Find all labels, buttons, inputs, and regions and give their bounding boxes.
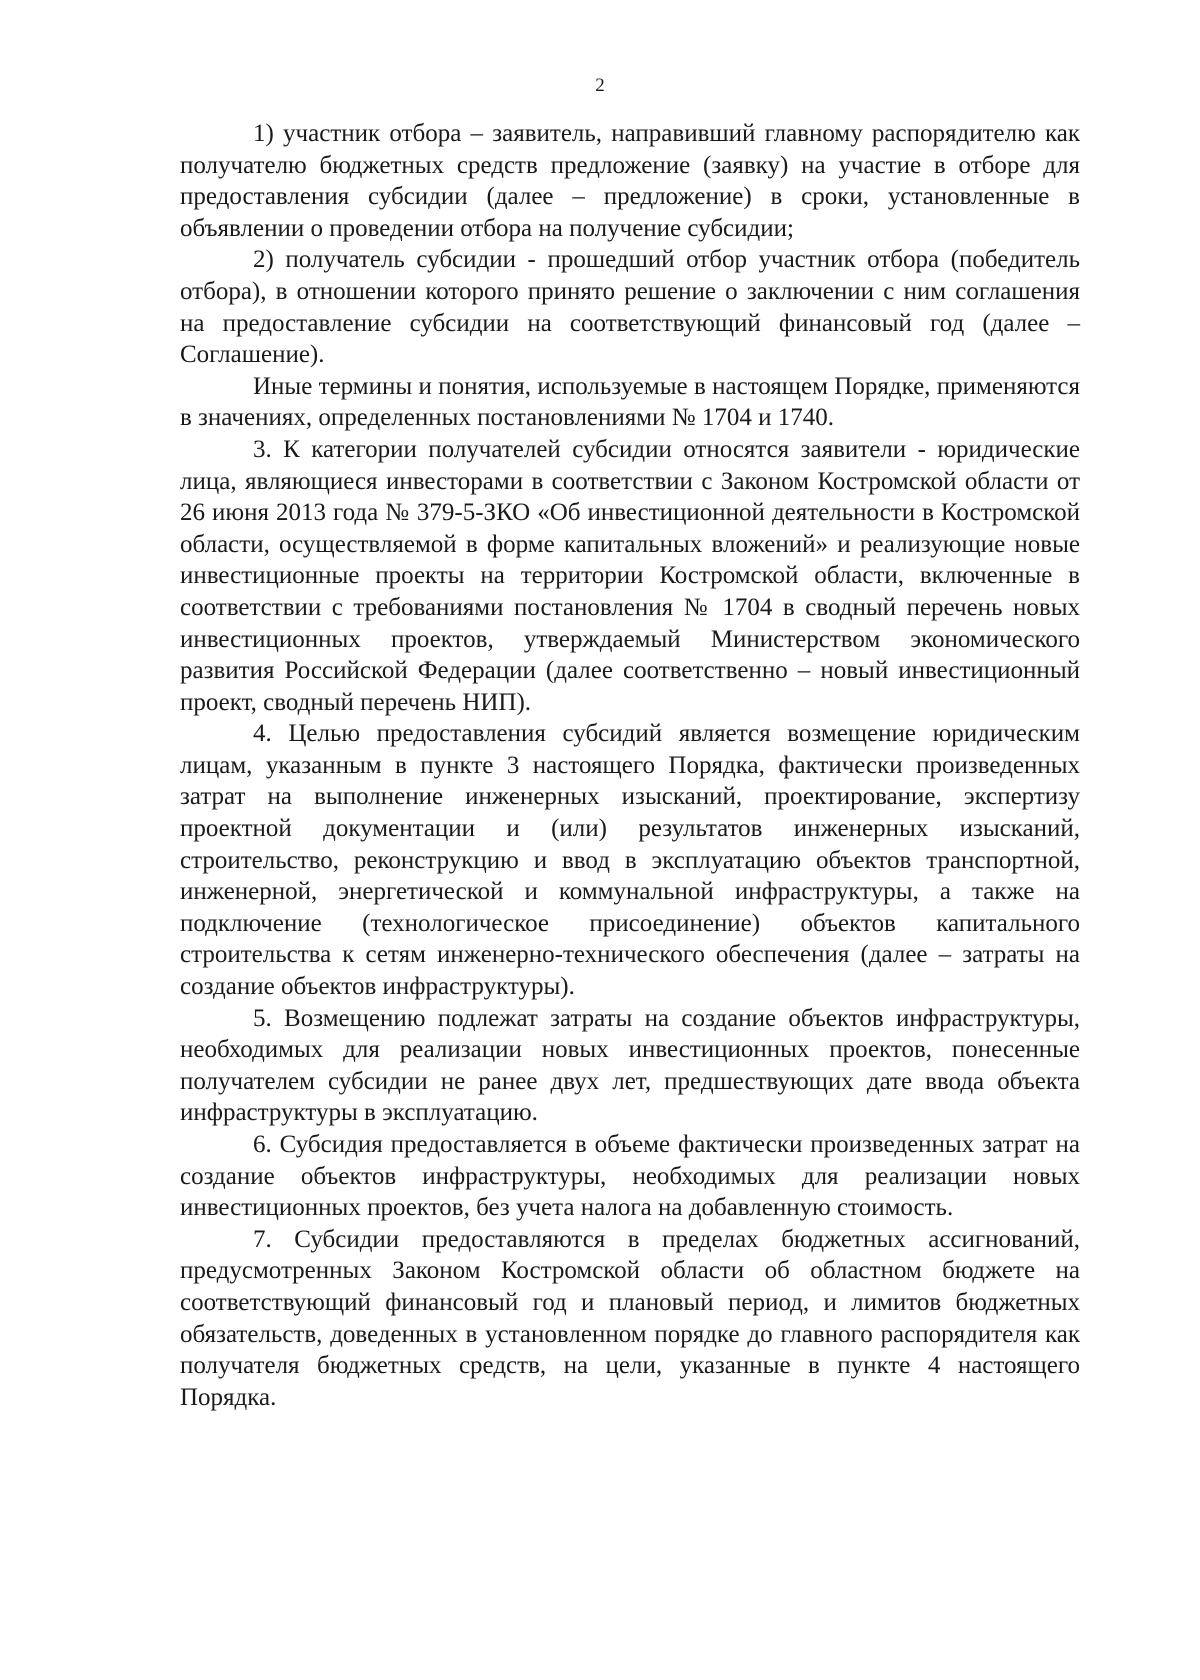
paragraph-definition-recipient: 2) получатель субсидии - прошедший отбор участник отбора (победитель отбора), в отношении которого принято решение о заключении с ним соглашения на предоставление субсидии на соответствующий финансовый год (далее – Соглашение). [180, 246, 1080, 369]
page-number: 2 [595, 75, 605, 96]
document-body [180, 118, 1080, 1413]
paragraph-item-4-subsidy-purpose: 4. Целью предоставления субсидий является возмещение юридическим лицам, указанным в пункте 3 настоящего Порядка, фактически произведенных затрат на выполнение инженерных изысканий, проектирование, экспертизу проектной документации и (или) результатов инженерных изысканий, строительство, реконструкцию и ввод в эксплуатацию объектов транспортной, инженерной, энергетической и коммунальной инфраструктуры, а также на подключение (технологическое присоединение) объектов капитального строительства к сетям инженерно-технического обеспечения (далее – затраты на создание объектов инфраструктуры). [180, 720, 1080, 1001]
paragraph-item-7-budget-limits: 7. Субсидии предоставляются в пределах бюджетных ассигнований, предусмотренных Законом Костромской области об областном бюджете на соответствующий финансовый год и плановый период, и лимитов бюджетных обязательств, доведенных в установленном порядке до главного распорядителя как получателя бюджетных средств, на цели, указанные в пункте 4 настоящего Порядка. [180, 1225, 1080, 1411]
paragraph-item-6-subsidy-amount: 6. Субсидия предоставляется в объеме фактически произведенных затрат на создание объектов инфраструктуры, необходимых для реализации новых инвестиционных проектов, без учета налога на добавленную стоимость. [180, 1131, 1080, 1222]
paragraph-definition-participant: 1) участник отбора – заявитель, направивший главному распорядителю как получателю бюджетных средств предложение (заявку) на участие в отборе для предоставления субсидии (далее – предложение) в сроки, установленные в объявлении о проведении отбора на получение субсидии; [180, 120, 1080, 242]
paragraph-item-3-recipient-category: 3. К категории получателей субсидии относятся заявители - юридические лица, являющиеся инвесторами в соответствии с Законом Костромской области от 26 июня 2013 года № 379-5-ЗКО «Об инвестиционной деятельности в Костромской области, осуществляемой в форме капитальных вложений» и реализующие новые инвестиционные проекты на территории Костромской области, включенные в соответствии с требованиями постановления № 1704 в сводный перечень новых инвестиционных проектов, утверждаемый Министерством экономического развития Российской Федерации (далее соответственно – новый инвестиционный проект, сводный перечень НИП). [180, 435, 1080, 716]
paragraph-item-5-reimbursable-costs: 5. Возмещению подлежат затраты на создание объектов инфраструктуры, необходимых для реализации новых инвестиционных проектов, понесенные получателем субсидии не ранее двух лет, предшествующих дате ввода объекта инфраструктуры в эксплуатацию. [180, 1004, 1080, 1127]
paragraph-other-terms: Иные термины и понятия, используемые в настоящем Порядке, применяются в значениях, определенных постановлениями № 1704 и 1740. [180, 372, 1080, 432]
